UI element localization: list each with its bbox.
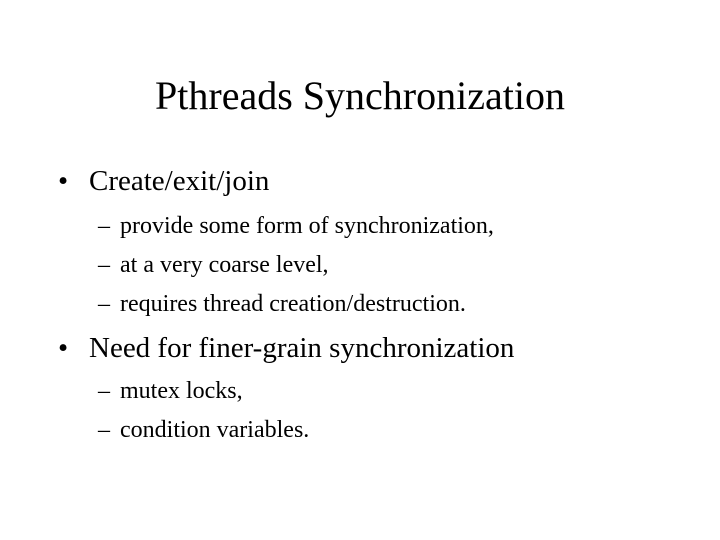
bullet-item bbox=[58, 330, 514, 366]
sub-bullet-text: requires thread creation/destruction. bbox=[120, 291, 466, 317]
bullet-marker: • bbox=[58, 165, 69, 197]
sub-bullet-item bbox=[98, 250, 494, 289]
slide-title: Pthreads Synchronization bbox=[155, 73, 565, 118]
bullet-text: Create/exit/join bbox=[89, 165, 270, 197]
sub-bullet-text: condition variables. bbox=[120, 417, 310, 443]
dash-marker: – bbox=[98, 213, 110, 239]
bullet-marker: • bbox=[58, 332, 69, 364]
sub-bullet-item bbox=[98, 289, 494, 328]
sub-bullet-list bbox=[98, 376, 309, 454]
bullet-text: Need for finer-grain synchronization bbox=[89, 332, 515, 364]
sub-bullet-list bbox=[98, 211, 494, 328]
sub-bullet-text: mutex locks, bbox=[120, 378, 243, 404]
sub-bullet-item bbox=[98, 211, 494, 250]
dash-marker: – bbox=[98, 252, 110, 278]
sub-bullet-item bbox=[98, 376, 309, 415]
dash-marker: – bbox=[98, 291, 110, 317]
dash-marker: – bbox=[98, 417, 110, 443]
bullet-item bbox=[58, 163, 269, 199]
sub-bullet-item bbox=[98, 415, 309, 454]
sub-bullet-text: provide some form of synchronization, bbox=[120, 213, 494, 239]
sub-bullet-text: at a very coarse level, bbox=[120, 252, 329, 278]
dash-marker: – bbox=[98, 378, 110, 404]
